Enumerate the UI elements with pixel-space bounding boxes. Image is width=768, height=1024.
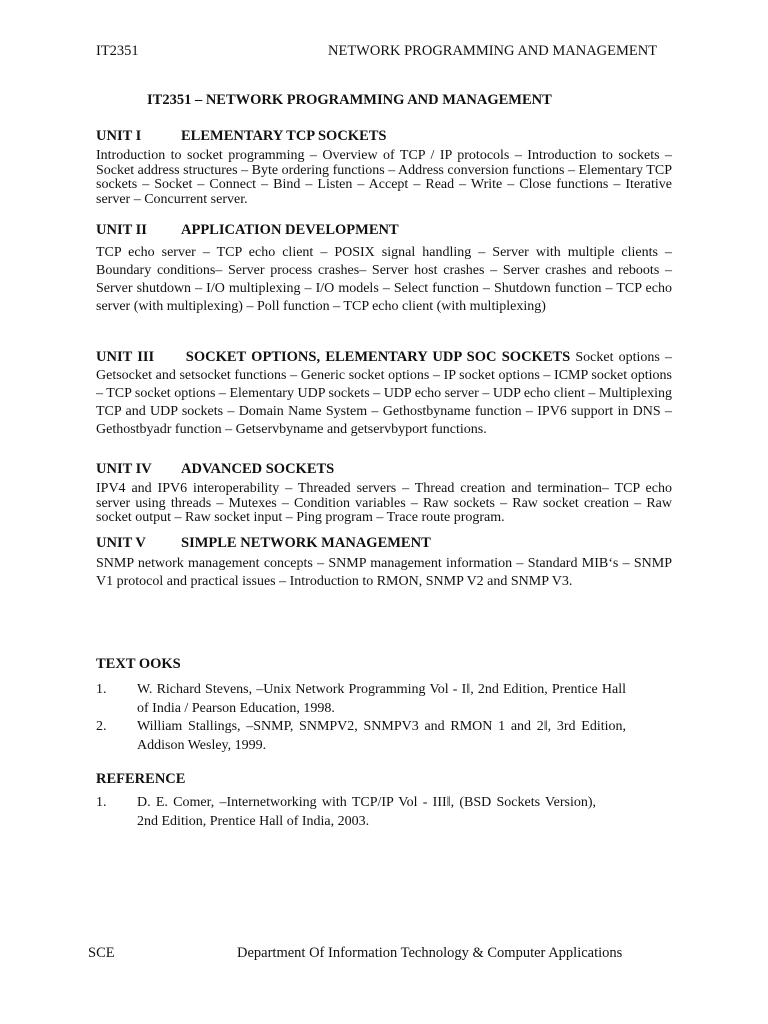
reference-item-number: 1.: [96, 795, 107, 810]
reference-heading: REFERENCE: [96, 771, 186, 787]
unit-1-label: UNIT I: [96, 128, 142, 144]
unit-4-body: IPV4 and IPV6 interoperability – Threaded servers – Thread creation and termination– TCP echo server using threads – Mutexes – Condition variables – Raw sockets – Raw socket creation – Raw socket output – Raw socket input – Ping program – Trace route program.: [96, 481, 672, 525]
unit-3-label: UNIT III: [96, 349, 155, 365]
textbook-item-number: 2.: [96, 719, 107, 734]
unit-5-heading: [96, 535, 431, 552]
unit-3-body: Socket options – Getsocket and setsocket functions – Generic socket options – IP socket options – ICMP socket options – TCP socket options – Elementary UDP sockets – UDP echo server – UDP echo client – Multiplexing TCP and UDP sockets – Domain Name System – Gethostbyname function – IPV6 support in DNS – Gethostbyadr function – Getservbyname and getservbyport functions.: [96, 350, 672, 437]
unit-2-label: UNIT II: [96, 222, 147, 238]
unit-1-body: Introduction to socket programming – Overview of TCP / IP protocols – Introduction to sockets – Socket address structures – Byte ordering functions – Address conversion functions – Elementary TCP sockets – Socket – Connect – Bind – Listen – Accept – Read – Write – Close functions – Iterative server – Concurrent server.: [96, 148, 672, 207]
unit-2-title: APPLICATION DEVELOPMENT: [181, 222, 399, 238]
unit-2-body: TCP echo server – TCP echo client – POSIX signal handling – Server with multiple clients – Boundary conditions– Server process crashes– Server host crashes – Server crashes and reboots – Server shutdown – I/O multiplexing – I/O models – Select function – Shutdown function – TCP echo server (with multiplexing) – Poll function – TCP echo client (with multiplexing): [96, 245, 672, 314]
footer-college: SCE: [88, 945, 115, 961]
footer-department: Department Of Information Technology & Computer Applications: [237, 945, 623, 961]
textbook-item: [96, 680, 626, 718]
header-course-title: NETWORK PROGRAMMING AND MANAGEMENT: [328, 43, 658, 59]
reference-item-text: D. E. Comer, –Internetworking with TCP/IP Vol - III‖, (BSD Sockets Version), 2nd Edition, Prentice Hall of India, 2003.: [137, 795, 596, 829]
unit-3-title: SOCKET OPTIONS, ELEMENTARY UDP SOC SOCKETS: [185, 349, 571, 365]
textbook-item-text: W. Richard Stevens, –Unix Network Programming Vol - I‖, 2nd Edition, Prentice Hall of India / Pearson Education, 1998.: [137, 682, 626, 716]
unit-1-title: ELEMENTARY TCP SOCKETS: [181, 128, 387, 144]
header-course-code: IT2351: [96, 43, 139, 59]
unit-2-heading: [96, 222, 399, 239]
unit-4-label: UNIT IV: [96, 461, 152, 477]
textbook-item-number: 1.: [96, 682, 107, 697]
textbook-item: [96, 717, 626, 755]
textbook-item-text: William Stallings, –SNMP, SNMPV2, SNMPV3 and RMON 1 and 2‖, 3rd Edition, Addison Wesley, 1999.: [137, 719, 626, 753]
unit-4-heading: [96, 461, 334, 478]
unit-4-title: ADVANCED SOCKETS: [181, 461, 335, 477]
unit-3-heading: [96, 349, 570, 365]
document-title: IT2351 – NETWORK PROGRAMMING AND MANAGEMENT: [147, 92, 552, 108]
unit-5-label: UNIT V: [96, 535, 146, 551]
textbooks-heading: TEXT OOKS: [96, 656, 181, 672]
unit-5-body: SNMP network management concepts – SNMP management information – Standard MIB‘s – SNMP V1 protocol and practical issues – Introduction to RMON, SNMP V2 and SNMP V3.: [96, 556, 672, 589]
unit-3-block: [96, 348, 672, 439]
unit-5-title: SIMPLE NETWORK MANAGEMENT: [181, 535, 431, 551]
reference-item: [96, 793, 596, 831]
unit-1-heading: [96, 128, 387, 145]
